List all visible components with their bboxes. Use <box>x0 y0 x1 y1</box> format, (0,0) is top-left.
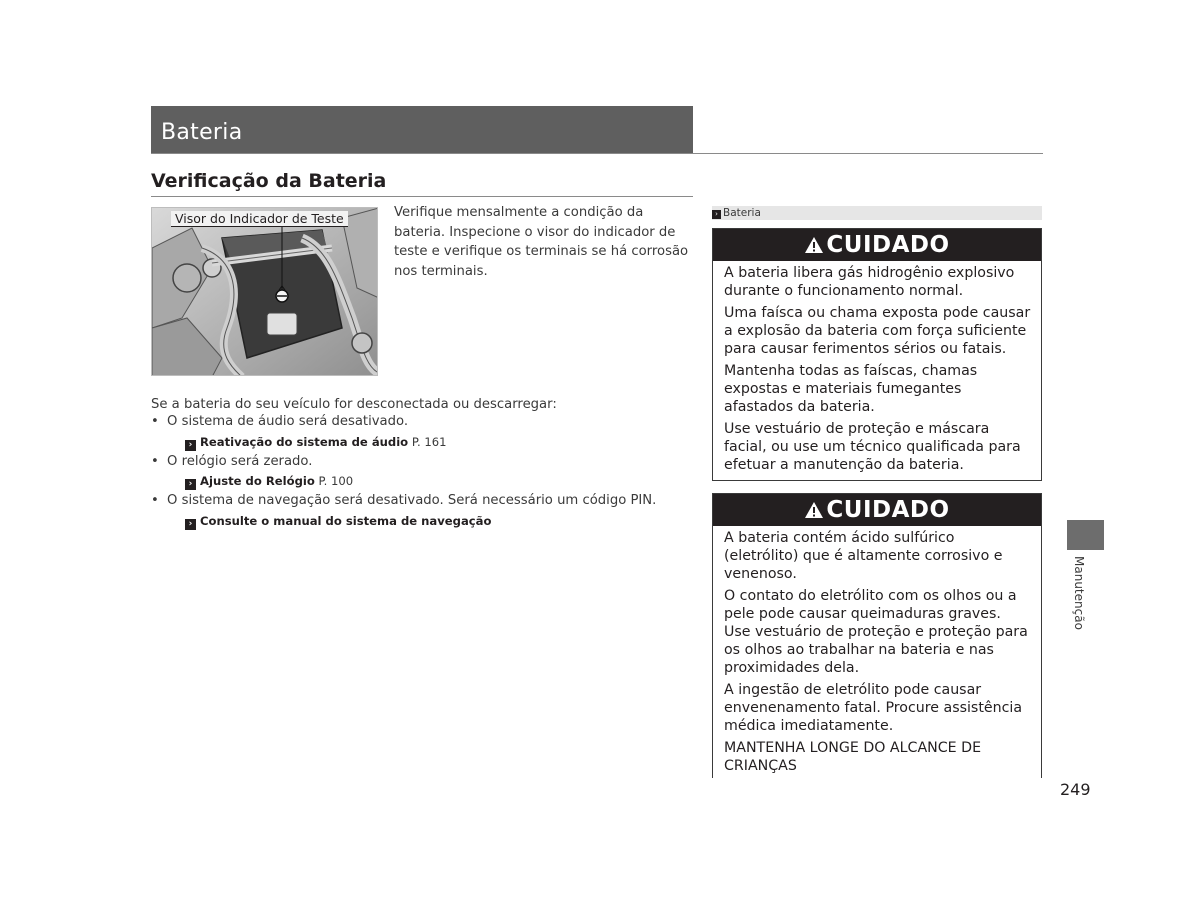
caution-paragraph: A bateria contém ácido sulfúrico (eletrólito) que é altamente corrosivo e venenoso. <box>724 530 1003 582</box>
battery-engine-illustration <box>152 208 378 376</box>
caution-paragraph: MANTENHA LONGE DO ALCANCE DE CRIANÇAS <box>724 740 982 774</box>
page-number: 249 <box>1060 780 1091 799</box>
caution-paragraph: A bateria libera gás hidrogênio explosivo durante o funcionamento normal. <box>724 265 1015 299</box>
caution-title: CUIDADO <box>826 497 950 523</box>
side-reference-label <box>712 206 1042 220</box>
battery-photo <box>151 207 378 376</box>
cross-reference[interactable] <box>185 435 447 451</box>
reference-title[interactable]: Ajuste do Relógio <box>200 474 315 488</box>
bullet-dot: • <box>151 493 159 508</box>
caution-paragraph: Mantenha todas as faíscas, chamas expostas e materiais fumegantes afastados da bateria. <box>724 363 978 415</box>
subheading-divider <box>151 196 693 197</box>
bullet-text: O relógio será zerado. <box>167 454 313 469</box>
chapter-tab <box>1067 520 1104 550</box>
reference-arrow-icon: › <box>185 440 196 451</box>
caution-paragraph: Uma faísca ou chama exposta pode causar a explosão da bateria com força suficiente para causar ferimentos sérios ou fatais. <box>724 305 1031 357</box>
reference-arrow-icon: › <box>185 519 196 530</box>
caution-title: CUIDADO <box>826 232 950 258</box>
side-reference-text: Bateria <box>723 207 761 219</box>
bullet-dot: • <box>151 414 159 429</box>
bullet-text: O sistema de navegação será desativado. Será necessário um código PIN. <box>167 493 657 508</box>
chapter-label: Manutenção <box>1072 556 1086 630</box>
caution-header <box>713 494 1041 526</box>
reference-page: P. 100 <box>318 474 354 488</box>
cross-reference[interactable] <box>185 514 491 530</box>
reference-arrow-icon: › <box>185 479 196 490</box>
caution-box <box>712 493 1042 778</box>
caution-box <box>712 228 1042 481</box>
section-divider <box>151 153 1043 154</box>
caution-body <box>713 261 1041 484</box>
caution-paragraph: O contato do eletrólito com os olhos ou a pele pode causar queimaduras graves. Use vestuário de proteção e proteção para os olhos ao trabalhar na bateria e nas proximidades dela. <box>724 588 1028 676</box>
warning-triangle-icon <box>804 501 824 519</box>
bullet-item <box>151 414 408 429</box>
figure-label: Visor do Indicador de Teste <box>171 211 348 227</box>
caution-header <box>713 229 1041 261</box>
intro-paragraph: Verifique mensalmente a condição da bateria. Inspecione o visor do indicador de teste e verifique os terminais se há corrosão nos terminais. <box>394 205 689 279</box>
section-title: Bateria <box>161 120 243 145</box>
reference-title[interactable]: Consulte o manual do sistema de navegação <box>200 514 492 528</box>
bullet-item <box>151 493 656 508</box>
bullet-dot: • <box>151 454 159 469</box>
lead-paragraph: Se a bateria do seu veículo for desconectada ou descarregar: <box>151 397 557 412</box>
reference-arrow-icon: › <box>712 210 721 219</box>
bullet-item <box>151 454 312 469</box>
reference-page: P. 161 <box>411 435 447 449</box>
caution-body <box>713 526 1041 785</box>
subheading: Verificação da Bateria <box>151 170 387 192</box>
reference-title[interactable]: Reativação do sistema de áudio <box>200 435 409 449</box>
cross-reference[interactable] <box>185 474 353 490</box>
caution-paragraph: A ingestão de eletrólito pode causar envenenamento fatal. Procure assistência médica imediatamente. <box>724 682 1023 734</box>
bullet-text: O sistema de áudio será desativado. <box>167 414 409 429</box>
caution-paragraph: Use vestuário de proteção e máscara facial, ou use um técnico qualificada para efetuar a manutenção da bateria. <box>724 421 1021 473</box>
warning-triangle-icon <box>804 236 824 254</box>
